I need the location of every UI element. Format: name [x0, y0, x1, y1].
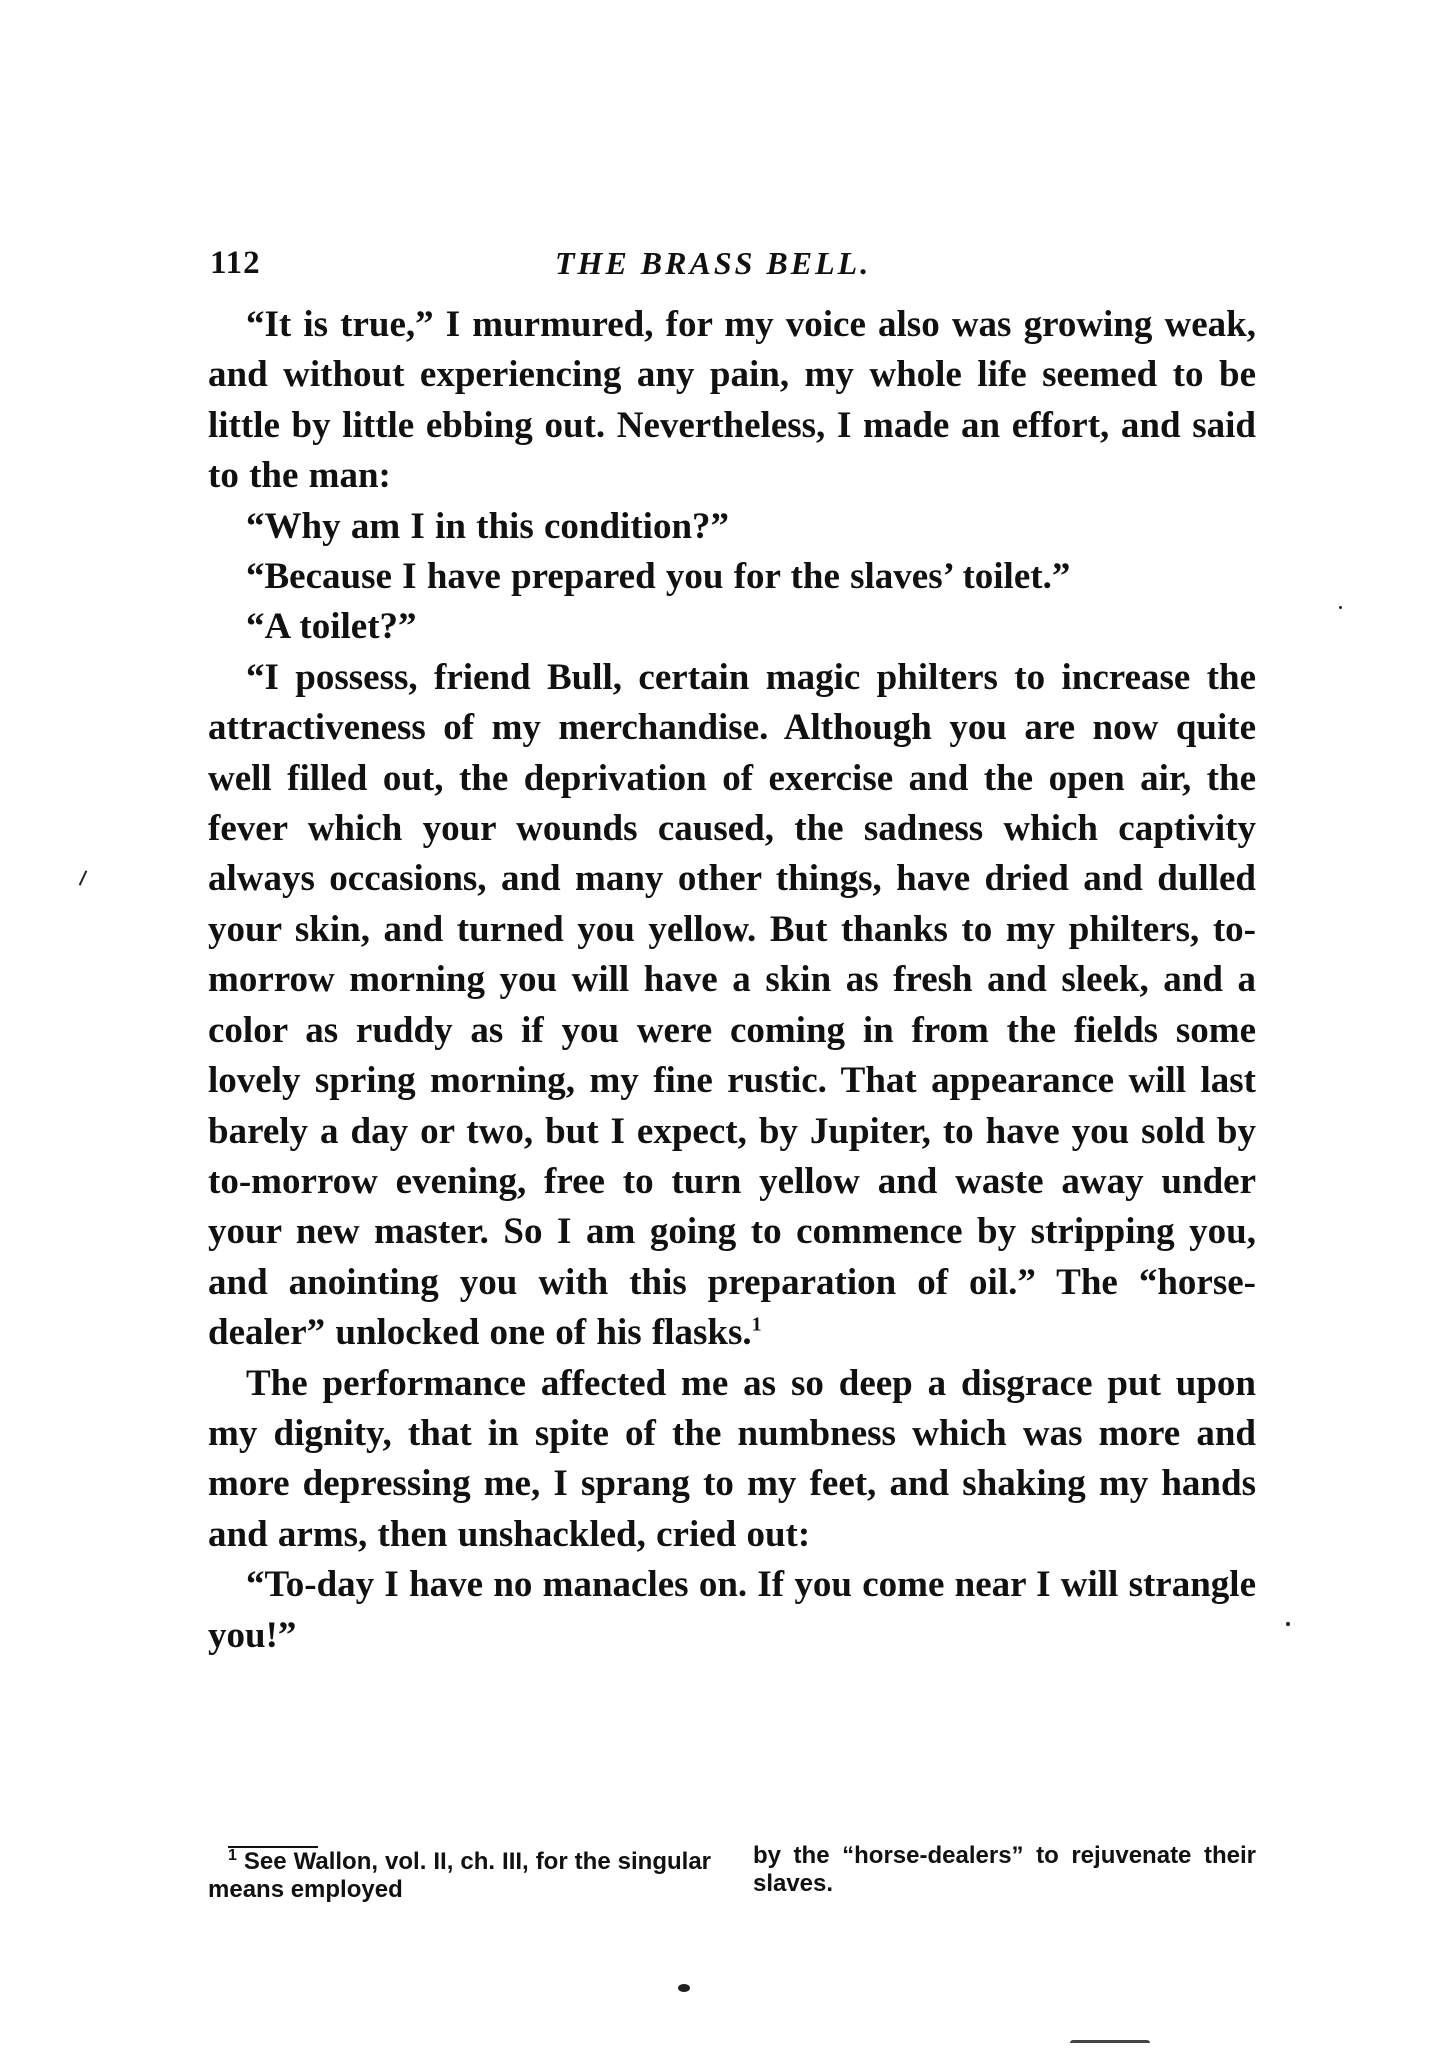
page-number: 112	[210, 245, 261, 281]
running-title: THE BRASS BELL.	[555, 245, 872, 281]
paragraph: “To-day I have no manacles on. If you come near I will strangle you!”	[208, 1564, 1257, 1656]
footnote-left-column	[208, 1842, 711, 1904]
scan-speck	[1339, 606, 1342, 609]
footnote	[208, 1842, 1256, 1904]
footnote-right-column	[753, 1842, 1256, 1904]
scan-speck	[678, 1984, 690, 1992]
paragraph: The performance affected me as so deep a disgrace put upon my dignity, that in spite of the numbness which was more and more depressing me, I sprang to my feet, and shaking my hands and arms, then unshackled, cried out:	[208, 1362, 1256, 1555]
paragraph-text: “I possess, friend Bull, certain magic philters to increase the attractiveness of my merchandise. Although you are now quite well filled out, the deprivation of exercise and the open air, the fever which your wounds caused, the sadness which captivity always occasions, and many other things, have dried and dulled your skin, and turned you yellow. But thanks to my philters, to-morrow morning you will have a skin as fresh and sleek, and a color as ruddy as if you were coming in from the fields some lovely spring morning, my fine rustic. That appearance will last barely a day or two, but I expect, by Jupiter, to have you sold by to-morrow evening, free to turn yellow and waste away under your new master. So I am going to commence by stripping you, and anointing you with this preparation of oil.” The “horse-dealer” unlocked one of his flasks.	[208, 656, 1256, 1354]
footnote-left-text: See Wallon, vol. II, ch. III, for the singular means employed	[208, 1848, 712, 1903]
footnote-marker: 1	[228, 1847, 237, 1864]
body-text	[208, 300, 1256, 1661]
scan-speck	[79, 870, 88, 885]
scan-artifact	[1070, 2040, 1150, 2043]
paragraph: “Why am I in this condition?”	[246, 505, 730, 547]
paragraph: “It is true,” I murmured, for my voice also was growing weak, and without experiencing any pain, my whole life seemed to be little by little ebbing out. Nevertheless, I made an effort, and said to the man:	[208, 304, 1256, 497]
paragraph: “Because I have prepared you for the slaves’ toilet.”	[246, 556, 1071, 598]
paragraph-with-footnote	[208, 653, 1256, 1359]
footnote-right-text: by the “horse-dealers” to rejuvenate their slaves.	[752, 1842, 1256, 1897]
paragraph: “A toilet?”	[246, 606, 417, 648]
footnote-reference: 1	[751, 1313, 762, 1336]
scan-speck	[1286, 1622, 1290, 1626]
page-header	[210, 245, 1255, 289]
